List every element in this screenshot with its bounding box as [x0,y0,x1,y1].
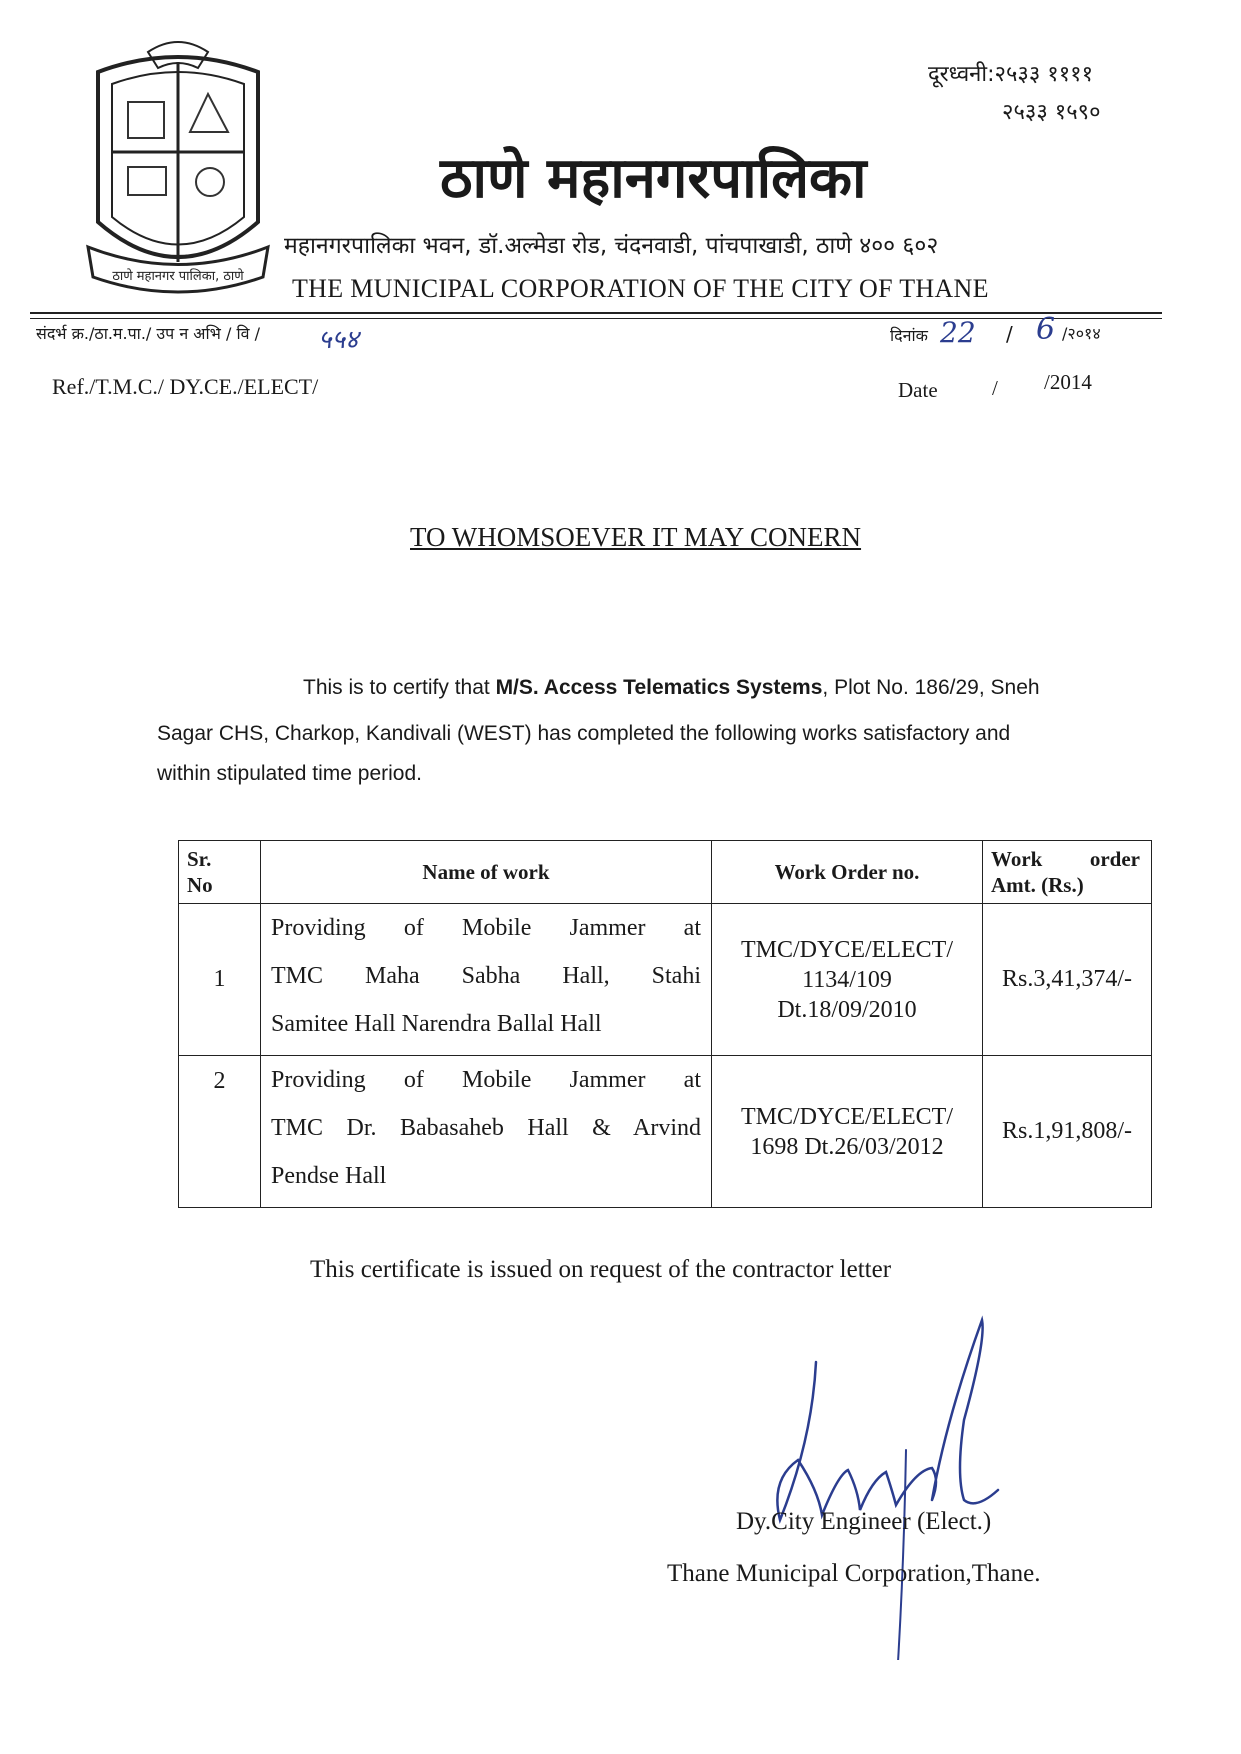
name-line: Samitee Hall Narendra Ballal Hall [271,1011,602,1037]
row-amount: Rs.1,91,808/- [983,1056,1152,1208]
date-year-english: /2014 [1044,370,1092,394]
name-line: Providing of Mobile Jammer at [271,915,701,941]
header-sr-no [179,841,261,904]
works-table [178,840,1152,1208]
header-divider [30,312,1162,314]
name-line: Pendse Hall [271,1163,387,1189]
body-line-1-suffix: , Plot No. 186/29, Sneh [822,676,1040,699]
reference-label-english: Ref./T.M.C./ DY.CE./ELECT/ [52,374,319,399]
date-slash: / [1006,322,1013,346]
reference-label-marathi: संदर्भ क्र./ठा.म.पा./ उप न अभि / वि / [36,324,260,343]
date-label-english: Date [898,378,938,402]
row-work-order [712,1056,983,1208]
header-name-of-work: Name of work [261,841,712,904]
row-name-of-work [261,1056,712,1208]
row-name-of-work [261,904,712,1056]
date-day-handwritten: 22 [940,316,976,349]
signatory-title: Dy.City Engineer (Elect.) [736,1508,992,1535]
address-marathi: महानगरपालिका भवन, डॉ.अल्मेडा रोड, चंदनवाडी, पांचपाखाडी, ठाणे ४०० ६०२ [284,233,939,259]
company-name: M/S. Access Telematics Systems [495,676,823,699]
row-work-order [712,904,983,1056]
reference-number-handwritten: ५५४ [318,325,359,355]
date-month-handwritten: 6 [1036,312,1056,347]
signatory-organization: Thane Municipal Corporation,Thane. [667,1560,1041,1587]
body-line-3: within stipulated time period. [157,762,422,785]
header-sr-line1: Sr. [187,847,212,871]
header-work-order: Work Order no. [712,841,983,904]
name-line: TMC Maha Sabha Hall, Stahi [271,963,701,989]
phone-number-1: दूरध्वनी:२५३३ ११११ [928,62,1094,87]
name-line: Providing of Mobile Jammer at [271,1067,701,1093]
body-line-1 [303,676,1040,700]
work-order-line: Dt.18/09/2010 [777,996,917,1023]
emblem-text: ठाणे महानगर पालिका, ठाणे [112,269,244,284]
date-year-marathi: /२०१४ [1062,324,1101,343]
header-amount-order: order [1089,847,1140,871]
header-amount-line2: Amt. (Rs.) [991,873,1084,897]
handwritten-signature [720,1300,1040,1660]
table-header-row [179,841,1152,904]
closing-statement: This certificate is issued on request of the contractor letter [310,1256,892,1283]
table-row [179,1056,1152,1208]
row-sr: 2 [179,1056,261,1208]
work-order-line: TMC/DYCE/ELECT/ [741,1103,953,1130]
header-sr-line2: No [187,873,213,897]
phone-number-2: २५३३ १५९० [1002,100,1101,125]
corporation-name-marathi: ठाणे महानगरपालिका [440,146,867,211]
name-line: TMC Dr. Babasaheb Hall & Arvind [271,1115,701,1141]
header-amount-work: Work [991,847,1043,871]
work-order-line: TMC/DYCE/ELECT/ [741,936,953,963]
row-amount: Rs.3,41,374/- [983,904,1152,1056]
date-slash-english: / [992,376,998,400]
header-divider-thin [30,318,1162,319]
body-line-2: Sagar CHS, Charkop, Kandivali (WEST) has completed the following works satisfactory and [157,722,1011,745]
work-order-line: 1134/109 [802,966,892,993]
table-row [179,904,1152,1056]
corporation-name-english: THE MUNICIPAL CORPORATION OF THE CITY OF THANE [292,274,989,303]
body-line-1-prefix: This is to certify that [303,676,496,699]
header-amount [983,841,1152,904]
work-order-line: 1698 Dt.26/03/2012 [750,1133,944,1160]
row-sr: 1 [179,904,261,1056]
municipal-emblem-seal [78,32,278,302]
date-label-marathi: दिनांक [890,326,928,345]
subject-heading: TO WHOMSOEVER IT MAY CONERN [410,522,862,552]
